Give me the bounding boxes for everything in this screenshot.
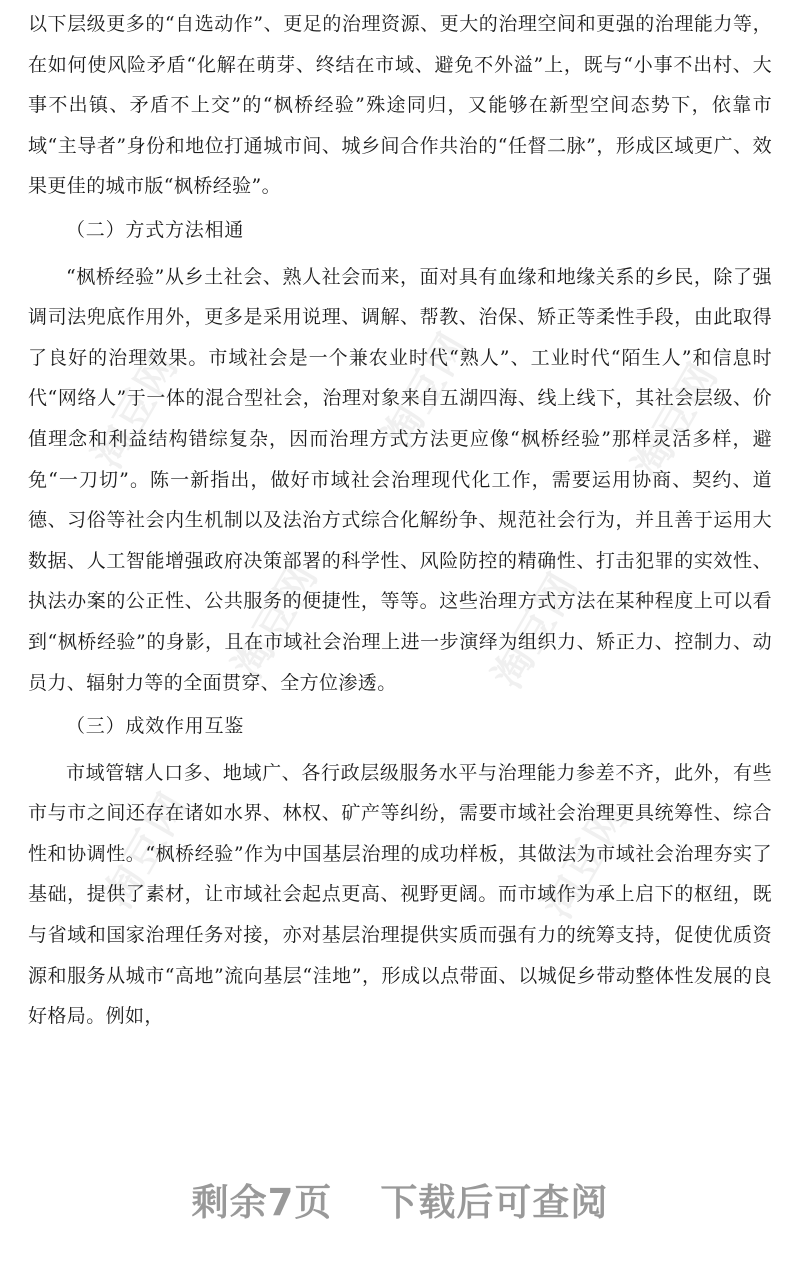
watermark: 淘豆网 <box>484 564 588 697</box>
download-to-view-label: 下载后可查阅 <box>380 1181 609 1224</box>
paragraph-section-2: “枫桥经验”从乡土社会、熟人社会而来，面对具有血缘和地缘关系的乡民，除了强调司法兜底作用外，更多是采用说理、调解、帮教、治保、矫正等柔性手段，由此取得了良好的治理效果。市域社会是一个兼农业时代“熟人”、工业时代“陌生人”和信息时代“网络人”于一体的混合型社会，治理对象来自五湖四海、线上线下，其社会层级、价值理念和利益结构错综复杂，因而治理方式方法更应像“枫桥经验”那样灵活多样，避免“一刀切”。陈一新指出，做好市域社会治理现代化工作，需要运用协商、契约、道德、习俗等社会内生机制以及法治方式综合化解纷争、规范社会行为，并且善于运用大数据、人工智能增强政府决策部署的科学性、风险防控的精确性、打击犯罪的实效性、执法办案的公正性、公共服务的便捷性，等等。这些治理方式方法在某种程度上可以看到“枫桥经验”的身影，且在市域社会治理上进一步演绎为组织力、矫正力、控制力、动员力、辐射力等的全面贯穿、全方位渗透。 <box>28 265 772 694</box>
watermark: 淘豆网 <box>224 554 328 687</box>
watermark: 淘豆网 <box>534 794 638 927</box>
watermark: 淘豆网 <box>94 784 198 917</box>
watermark: 淘豆网 <box>624 354 728 487</box>
paragraph-section-3: 市域管辖人口多、地域广、各行政层级服务水平与治理能力参差不齐，此外，有些市与市之间还存在诸如水界、林权、矿产等纠纷，需要市域社会治理更具统筹性、综合性和协调性。“枫桥经验”作为中国基层治理的成功样板，其做法为市域社会治理夯实了基础，提供了素材，让市域社会起点更高、视野更阔。而市域作为承上启下的枢纽，既与省域和国家治理任务对接，亦对基层治理提供实质而强有力的统筹支持，促使优质资源和服务从城市“高地”流向基层“洼地”，形成以点带面、以城促乡带动整体性发展的良好格局。例如， <box>28 761 772 1028</box>
watermark: 淘豆网 <box>374 324 478 457</box>
remaining-pages-label: 剩余7页 <box>191 1181 333 1224</box>
document-body <box>28 4 772 1037</box>
watermark: 淘豆网 <box>84 344 188 477</box>
remaining-pages-banner[interactable] <box>0 1172 800 1226</box>
paragraph-intro: 以下层级更多的“自选动作”、更足的治理资源、更大的治理空间和更强的治理能力等，在如何使风险矛盾“化解在萌芽、终结在市域、避免不外溢”上，既与“小事不出村、大事不出镇、矛盾不上交”的“枫桥经验”殊途同归，又能够在新型空间态势下，依靠市域“主导者”身份和地位打通城市间、城乡间合作共治的“任督二脉”，形成区域更广、效果更佳的城市版“枫桥经验”。 <box>28 13 772 198</box>
section-heading-3: （三）成效作用互鉴 <box>66 715 245 738</box>
section-heading-2: （二）方式方法相通 <box>66 218 245 241</box>
